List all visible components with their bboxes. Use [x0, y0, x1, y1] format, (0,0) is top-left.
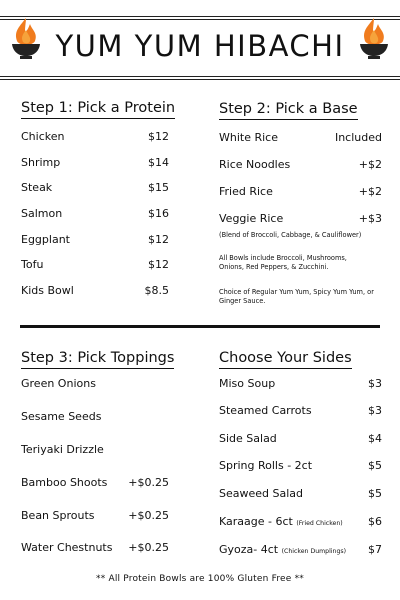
item-name: Gyoza- 4ct (Chicken Dumplings): [219, 543, 347, 556]
header-bottom-rule-2: [0, 79, 400, 80]
menu-item: [21, 284, 169, 297]
item-name: Veggie Rice: [219, 212, 284, 225]
item-name: Bamboo Shoots: [21, 476, 108, 489]
sides-section: [219, 347, 382, 562]
menu-item: [21, 258, 169, 271]
menu-item: [21, 443, 169, 456]
item-price: $5: [368, 487, 382, 500]
menu-item: [219, 432, 382, 445]
item-price: $6: [368, 515, 382, 528]
sauce-note: Choice of Regular Yum Yum, Spicy Yum Yum, or Ginger Sauce.: [219, 288, 374, 305]
item-name: Side Salad: [219, 432, 277, 445]
flame-bowl-icon: [8, 14, 44, 62]
veggie-rice-note: (Blend of Broccoli, Cabbage, & Cauliflower): [219, 231, 362, 239]
item-price: $15: [148, 181, 169, 194]
item-name: Rice Noodles: [219, 158, 291, 171]
item-price: $5: [368, 459, 382, 472]
item-name: Eggplant: [21, 233, 70, 246]
menu-item: [21, 207, 169, 220]
item-price: $12: [148, 130, 169, 143]
item-price: $14: [148, 156, 169, 169]
menu-header: [0, 14, 400, 78]
menu-item: [21, 509, 169, 522]
item-name: Salmon: [21, 207, 63, 220]
restaurant-title: YUM YUM HIBACHI: [55, 29, 345, 63]
item-price: $3: [368, 404, 382, 417]
sides-heading: Choose Your Sides: [219, 350, 352, 369]
item-name: Steak: [21, 181, 53, 194]
item-name: Steamed Carrots: [219, 404, 312, 417]
item-price: $8.5: [144, 284, 169, 297]
menu-item: [219, 543, 382, 556]
item-price: $12: [148, 233, 169, 246]
item-price: $16: [148, 207, 169, 220]
item-price: +$0.25: [128, 541, 169, 554]
item-name: Water Chestnuts: [21, 541, 113, 554]
item-name: Sesame Seeds: [21, 410, 102, 423]
base-heading: Step 2: Pick a Base: [219, 101, 358, 120]
protein-section: [21, 97, 176, 307]
menu-item: [219, 487, 382, 500]
item-price: $3: [368, 377, 382, 390]
item-name: Seaweed Salad: [219, 487, 304, 500]
menu-item: [21, 476, 169, 489]
menu-item: [21, 181, 169, 194]
section-divider: [20, 325, 380, 328]
item-price: Included: [334, 131, 382, 144]
bowls-include-note: All Bowls include Broccoli, Mushrooms, Onions, Red Peppers, & Zucchini.: [219, 254, 347, 271]
menu-item: [219, 404, 382, 417]
gluten-free-footer: ** All Protein Bowls are 100% Gluten Free **: [96, 574, 304, 584]
item-name: Kids Bowl: [21, 284, 74, 297]
protein-heading: Step 1: Pick a Protein: [21, 100, 175, 119]
item-price: +$2: [358, 185, 382, 198]
menu-item: [219, 515, 382, 528]
item-name: Karaage - 6ct (Fried Chicken): [219, 515, 343, 528]
item-name: White Rice: [219, 131, 278, 144]
item-price: $7: [368, 543, 382, 556]
item-price: $4: [368, 432, 382, 445]
toppings-heading: Step 3: Pick Toppings: [21, 350, 174, 369]
menu-item: [219, 131, 382, 144]
item-price: +$3: [358, 212, 382, 225]
menu-item: [21, 233, 169, 246]
menu-item: [219, 459, 382, 472]
base-section: [219, 98, 382, 313]
menu-item: [219, 158, 382, 171]
menu-item: [21, 410, 169, 423]
menu-item: [21, 377, 169, 390]
menu-item: [21, 156, 169, 169]
item-price: +$0.25: [128, 509, 169, 522]
item-name: Tofu: [21, 258, 44, 271]
menu-item: [21, 130, 169, 143]
item-price: $12: [148, 258, 169, 271]
menu-item: [219, 212, 382, 225]
toppings-section: [21, 347, 175, 557]
item-name: Fried Rice: [219, 185, 273, 198]
item-price: +$2: [358, 158, 382, 171]
item-name: Green Onions: [21, 377, 96, 390]
menu-item: [219, 377, 382, 390]
item-name: Shrimp: [21, 156, 61, 169]
item-name: Bean Sprouts: [21, 509, 95, 522]
flame-bowl-icon: [356, 14, 392, 62]
item-name: Chicken: [21, 130, 65, 143]
item-name: Teriyaki Drizzle: [21, 443, 104, 456]
item-price: +$0.25: [128, 476, 169, 489]
menu-item: [219, 185, 382, 198]
item-name: Spring Rolls - 2ct: [219, 459, 313, 472]
menu-item: [21, 541, 169, 554]
item-name: Miso Soup: [219, 377, 276, 390]
